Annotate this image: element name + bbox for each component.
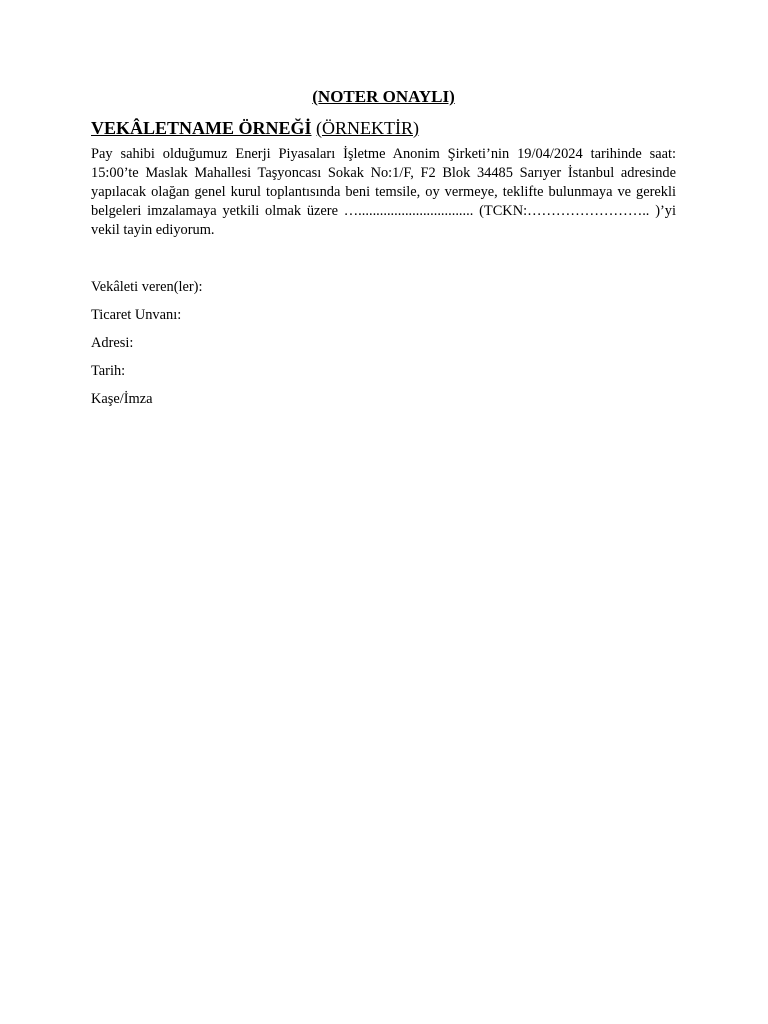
field-trade-name: Ticaret Unvanı: [91, 307, 182, 323]
title-main: VEKÂLETNAME ÖRNEĞİ [91, 118, 312, 138]
proxy-body-paragraph: Pay sahibi olduğumuz Enerji Piyasaları İşletme Anonim Şirketi’nin 19/04/2024 tarihinde saat: 15:00’te Maslak Mahallesi Taşyoncası Sokak No:1/F, F2 Blok 34485 Sarıyer İstanbul adresinde yapılacak olağan genel kurul toplantısında beni temsile, oy vermeye, teklifte bulunmaya ve gerekli belgeleri imzalamaya yetkili olmak üzere …................................ (TCKN:…………………….. )’yi vekil tayin ediyorum. [91, 146, 676, 238]
notary-notice: (NOTER ONAYLI) [312, 87, 455, 106]
field-grantor: Vekâleti veren(ler): [91, 279, 203, 295]
signature-fields [91, 278, 676, 409]
title-sub: (ÖRNEKTİR) [316, 118, 420, 138]
document-content [91, 86, 676, 418]
field-address: Adresi: [91, 335, 134, 351]
document-title [91, 116, 676, 140]
field-date: Tarih: [91, 363, 126, 379]
field-stamp-signature: Kaşe/İmza [91, 391, 153, 407]
